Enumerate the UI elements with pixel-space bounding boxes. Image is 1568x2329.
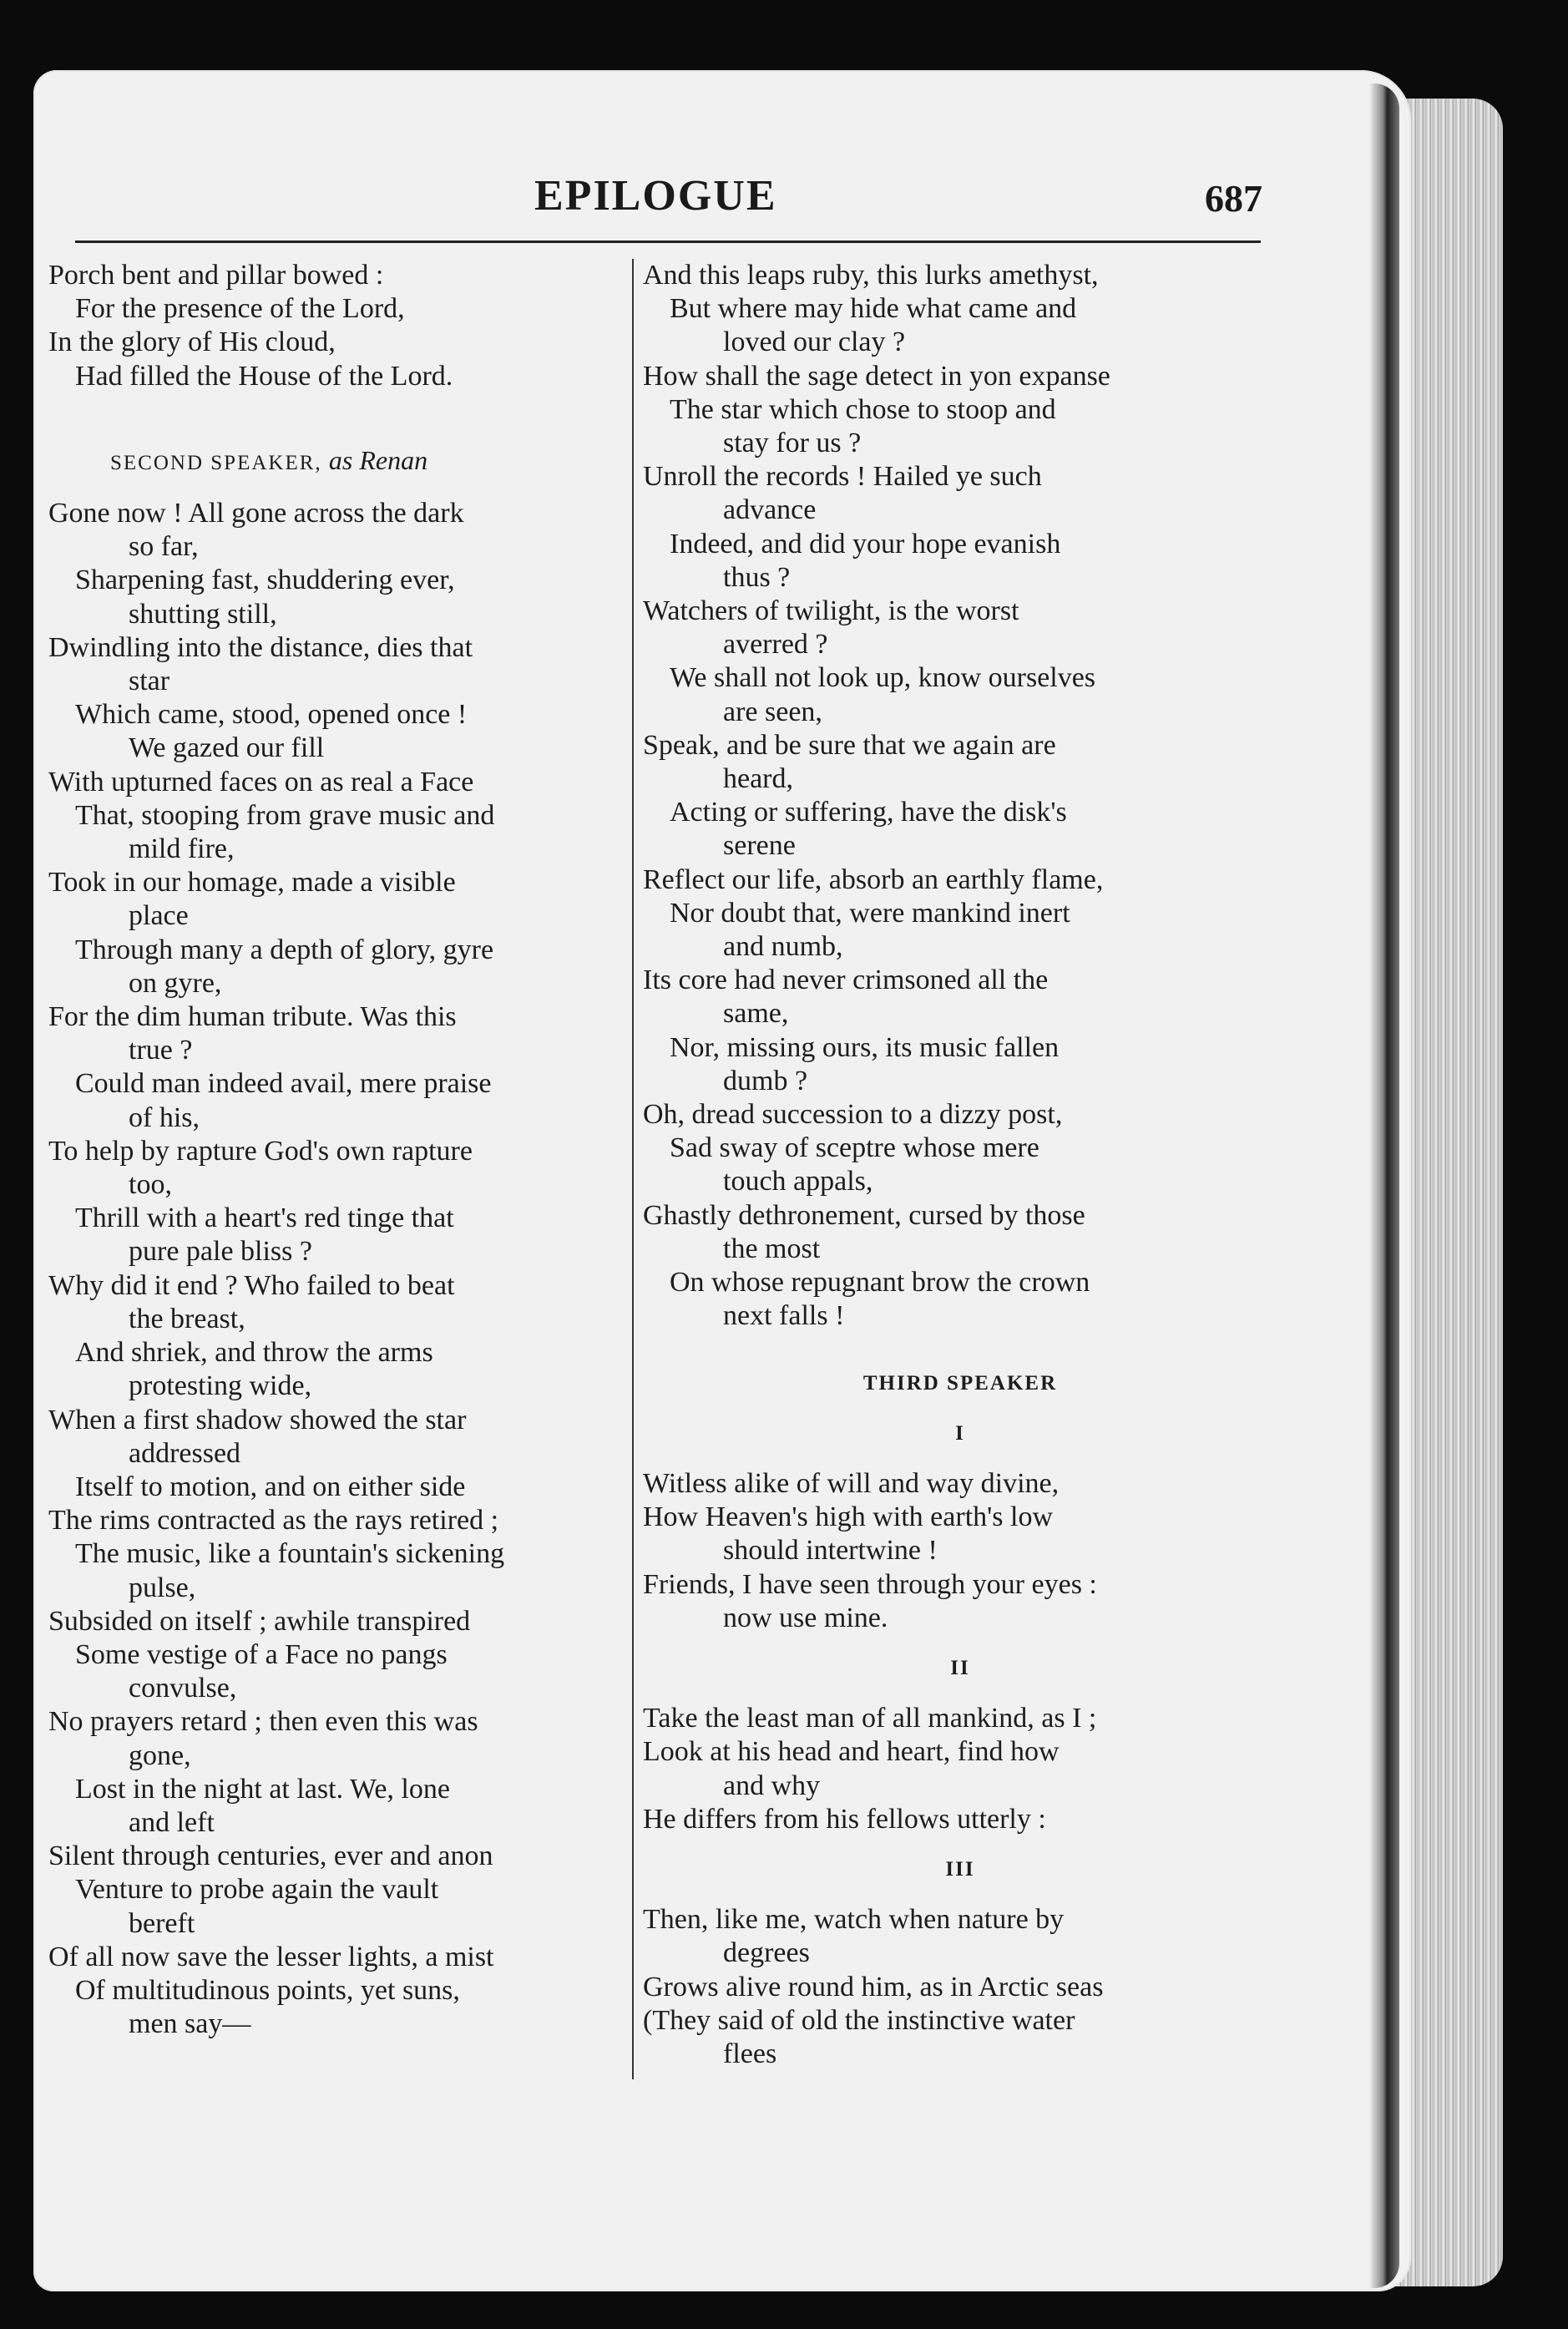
verse-line: next falls ! bbox=[723, 1300, 845, 1332]
verse-line: With upturned faces on as real a Face bbox=[48, 766, 474, 797]
verse-line: We gazed our fill bbox=[129, 732, 325, 764]
verse-line: should intertwine ! bbox=[723, 1535, 938, 1567]
verse-line: That, stooping from grave music and bbox=[75, 799, 495, 831]
verse-line: dumb ? bbox=[723, 1065, 808, 1096]
verse-line: protesting wide, bbox=[129, 1370, 312, 1402]
verse-line: Sad sway of sceptre whose mere bbox=[670, 1132, 1039, 1164]
verse-line: now use mine. bbox=[723, 1602, 888, 1633]
spacer bbox=[48, 427, 633, 443]
verse-line: The rims contracted as the rays retired ; bbox=[48, 1505, 499, 1537]
verse-line: true ? bbox=[129, 1035, 193, 1066]
verse-line: the most bbox=[723, 1233, 821, 1264]
verse-line: bereft bbox=[129, 1907, 195, 1939]
verse-line: Unroll the records ! Hailed ye such bbox=[643, 461, 1042, 493]
verse-line: Some vestige of a Face no pangs bbox=[75, 1638, 448, 1670]
verse-line: stay for us ? bbox=[723, 428, 862, 459]
verse-line: For the dim human tribute. Was this bbox=[48, 1001, 457, 1033]
running-head bbox=[0, 171, 1568, 230]
verse-line: Gone now ! All gone across the dark bbox=[48, 498, 464, 529]
verse-line: too, bbox=[129, 1169, 172, 1201]
verse-line: Indeed, and did your hope evanish bbox=[670, 528, 1061, 559]
verse-line: Venture to probe again the vault bbox=[75, 1874, 439, 1906]
verse-line: Watchers of twilight, is the worst bbox=[643, 595, 1019, 627]
verse-line: Through many a depth of glory, gyre bbox=[75, 934, 494, 965]
verse-line: and numb, bbox=[723, 931, 843, 963]
verse-line: heard, bbox=[723, 763, 794, 795]
spacer bbox=[48, 480, 633, 497]
verse-line: flees bbox=[723, 2038, 777, 2069]
verse-line: Then, like me, watch when nature by bbox=[643, 1904, 1065, 1936]
verse-line: Of multitudinous points, yet suns, bbox=[75, 1974, 460, 2006]
section-numeral: III bbox=[945, 1857, 975, 1881]
page-title: EPILOGUE bbox=[534, 172, 777, 220]
verse-line: Took in our homage, made a visible bbox=[48, 867, 456, 899]
verse-line: Of all now save the lesser lights, a mist bbox=[48, 1941, 494, 1972]
verse-line: Take the least man of all mankind, as I ; bbox=[643, 1703, 1097, 1734]
speaker-name: SECOND SPEAKER, bbox=[110, 451, 329, 474]
spacer bbox=[643, 1334, 1277, 1367]
verse-line: Look at his head and heart, find how bbox=[643, 1736, 1060, 1768]
verse-line: Sharpening fast, shuddering ever, bbox=[75, 565, 455, 596]
verse-line: On whose repugnant brow the crown bbox=[670, 1267, 1090, 1299]
verse-line: Oh, dread succession to a dizzy post, bbox=[643, 1099, 1063, 1131]
page-gutter-shadow bbox=[1369, 84, 1399, 2288]
verse-line: mild fire, bbox=[129, 833, 235, 865]
verse-line: Thrill with a heart's red tinge that bbox=[75, 1202, 454, 1234]
verse-line: Nor, missing ours, its music fallen bbox=[670, 1031, 1060, 1063]
section-numeral: II bbox=[950, 1656, 970, 1679]
spacer bbox=[643, 1685, 1277, 1702]
verse-line: Silent through centuries, ever and anon bbox=[48, 1840, 493, 1872]
verse-line: pulse, bbox=[129, 1572, 196, 1603]
verse-line: Witless alike of will and way divine, bbox=[643, 1467, 1060, 1499]
spacer bbox=[643, 1400, 1277, 1417]
spacer bbox=[643, 1886, 1277, 1903]
speaker-heading: THIRD SPEAKER bbox=[862, 1371, 1058, 1395]
verse-line: And this leaps ruby, this lurks amethyst, bbox=[643, 260, 1099, 291]
verse-line: shutting still, bbox=[129, 598, 277, 630]
verse-line: Speak, and be sure that we again are bbox=[643, 729, 1056, 761]
verse-line: so far, bbox=[129, 531, 199, 563]
left-column bbox=[48, 259, 633, 2041]
verse-line: loved our clay ? bbox=[723, 327, 906, 358]
verse-line: Friends, I have seen through your eyes : bbox=[643, 1568, 1097, 1600]
verse-line: Had filled the House of the Lord. bbox=[75, 360, 453, 392]
verse-line: Acting or suffering, have the disk's bbox=[670, 797, 1067, 828]
verse-line: Lost in the night at last. We, lone bbox=[75, 1773, 450, 1805]
verse-line: But where may hide what came and bbox=[670, 293, 1077, 325]
verse-line: same, bbox=[723, 998, 789, 1030]
verse-line: of his, bbox=[129, 1101, 200, 1133]
verse-line: Which came, stood, opened once ! bbox=[75, 699, 468, 731]
verse-line: The music, like a fountain's sickening bbox=[75, 1538, 505, 1570]
verse-line: Ghastly dethronement, cursed by those bbox=[643, 1199, 1085, 1231]
verse-line: How Heaven's high with earth's low bbox=[643, 1501, 1053, 1533]
spacer bbox=[48, 393, 633, 427]
spacer bbox=[643, 1451, 1277, 1467]
verse-line: No prayers retard ; then even this was bbox=[48, 1706, 478, 1738]
header-rule bbox=[75, 240, 1261, 243]
verse-line: place bbox=[129, 900, 189, 932]
verse-line: When a first shadow showed the star bbox=[48, 1404, 467, 1435]
verse-line: gone, bbox=[129, 1739, 191, 1771]
verse-line: And shriek, and throw the arms bbox=[75, 1337, 433, 1369]
spacer bbox=[643, 1635, 1277, 1652]
verse-line: are seen, bbox=[723, 696, 822, 727]
verse-line: on gyre, bbox=[129, 967, 222, 999]
verse-line: touch appals, bbox=[723, 1166, 873, 1197]
verse-line: averred ? bbox=[723, 629, 828, 661]
right-column bbox=[643, 259, 1277, 2071]
verse-line: thus ? bbox=[723, 561, 791, 593]
verse-line: In the glory of His cloud, bbox=[48, 327, 336, 358]
verse-line: He differs from his fellows utterly : bbox=[643, 1803, 1046, 1835]
verse-line: Nor doubt that, were mankind inert bbox=[670, 897, 1070, 929]
verse-line: addressed bbox=[129, 1437, 241, 1469]
speaker-role: as Renan bbox=[328, 444, 428, 475]
speaker-heading bbox=[48, 443, 633, 480]
verse-line: and why bbox=[723, 1770, 821, 1801]
verse-line: How shall the sage detect in yon expanse bbox=[643, 360, 1110, 392]
section-numeral: I bbox=[955, 1421, 965, 1445]
verse-line: To help by rapture God's own rapture bbox=[48, 1135, 473, 1167]
verse-line: star bbox=[129, 666, 170, 697]
verse-line: Reflect our life, absorb an earthly flame, bbox=[643, 863, 1104, 895]
verse-line: Grows alive round him, as in Arctic seas bbox=[643, 1971, 1104, 2002]
verse-line: pure pale bliss ? bbox=[129, 1236, 312, 1268]
verse-line: Could man indeed avail, mere praise bbox=[75, 1068, 492, 1100]
verse-line: Porch bent and pillar bowed : bbox=[48, 260, 384, 291]
verse-line: Itself to motion, and on either side bbox=[75, 1471, 466, 1502]
verse-line: advance bbox=[723, 494, 817, 526]
verse-line: For the presence of the Lord, bbox=[75, 293, 405, 325]
verse-line: Subsided on itself ; awhile transpired bbox=[48, 1605, 471, 1637]
verse-line: degrees bbox=[723, 1937, 810, 1969]
verse-line: the breast, bbox=[129, 1303, 245, 1334]
verse-line: We shall not look up, know ourselves bbox=[670, 662, 1096, 694]
verse-line: convulse, bbox=[129, 1673, 237, 1704]
verse-line: serene bbox=[723, 830, 796, 862]
verse-line: and left bbox=[129, 1806, 215, 1838]
verse-line: (They said of old the instinctive water bbox=[643, 2004, 1075, 2036]
verse-line: Its core had never crimsoned all the bbox=[643, 965, 1049, 996]
verse-line: Why did it end ? Who failed to beat bbox=[48, 1269, 455, 1301]
verse-line: Dwindling into the distance, dies that bbox=[48, 631, 473, 663]
page-number: 687 bbox=[1205, 177, 1262, 220]
spacer bbox=[643, 1836, 1277, 1853]
verse-line: The star which chose to stoop and bbox=[670, 393, 1056, 425]
verse-line: men say— bbox=[129, 2008, 251, 2040]
